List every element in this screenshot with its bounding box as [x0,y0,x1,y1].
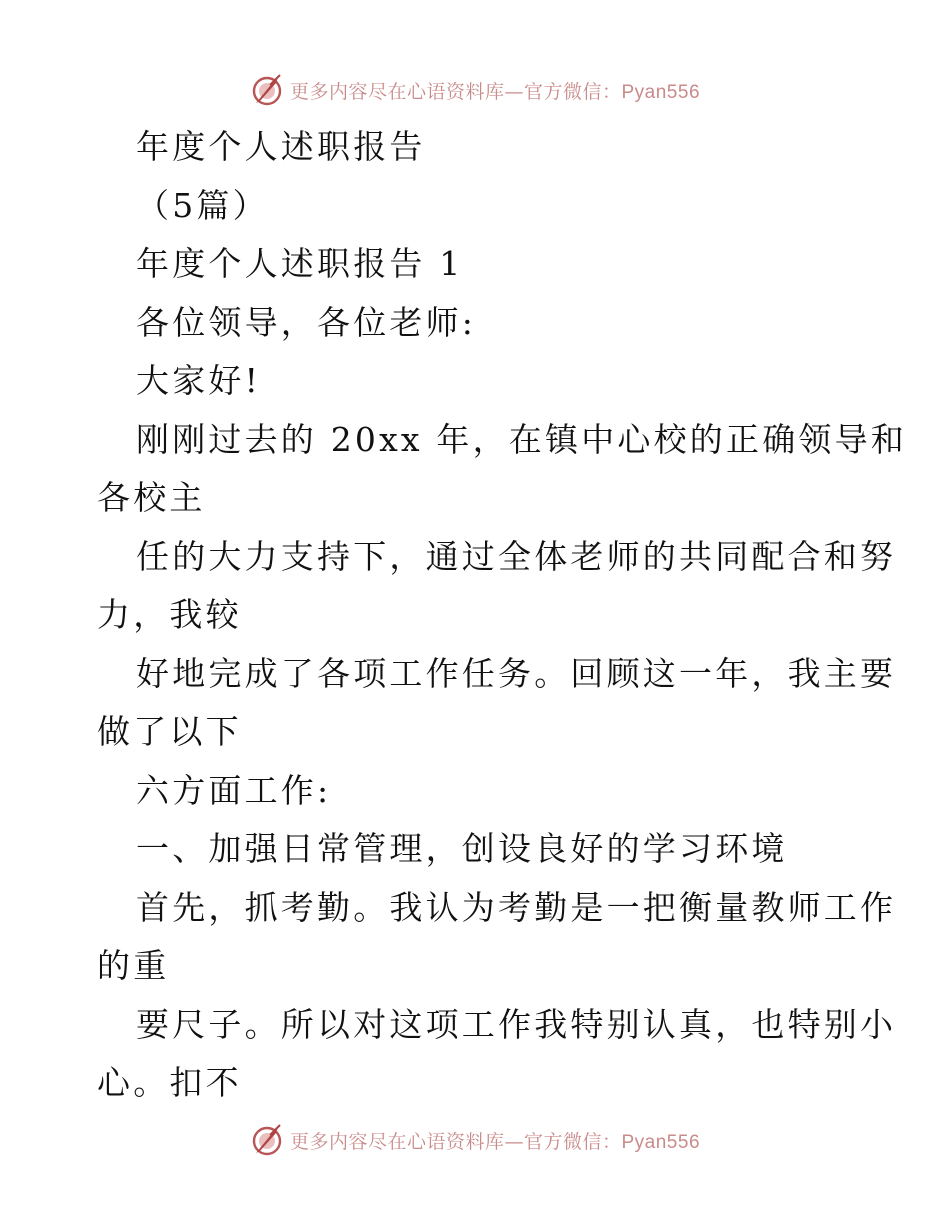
watermark-wechat-label: 官方微信： [523,80,622,103]
text-line: （5篇） [136,185,269,225]
watermark-text [290,1127,700,1154]
text-line: 刚刚过去的 20xx 年，在镇中心校的正确领导和 [136,419,907,459]
text-line: 大家好! [136,361,262,400]
text-line: 做了以下 [97,712,242,751]
text-line: 各校主 [97,478,206,517]
watermark-group [250,73,700,107]
watermark-wechat-label: 官方微信： [523,1130,622,1153]
watermark-separator: — [504,80,524,103]
text-line: 好地完成了各项工作任务。回顾这一年，我主要 [136,653,897,693]
text-line: 六方面工作: [136,770,332,810]
text-line: 要尺子。所以对这项工作我特别认真，也特别小 [136,1004,897,1044]
watermark-site-name: 更多内容尽在心语资料库 [289,80,505,103]
watermark-separator: — [504,1130,524,1153]
text-line: 一、加强日常管理，创设良好的学习环境 [136,829,788,868]
header-watermark [0,70,950,110]
quill-pen-logo-icon [250,1123,284,1157]
watermark-wechat-id: Pyan556 [621,1131,701,1153]
watermark-site-name: 更多内容尽在心语资料库 [289,1130,505,1153]
text-line: 的重 [97,946,170,985]
footer-watermark [0,1120,950,1160]
watermark-group [250,1123,700,1157]
quill-pen-logo-icon [250,73,284,107]
text-line: 心。扣不 [97,1063,242,1102]
text-line: 各位领导，各位老师: [136,302,477,342]
text-line: 任的大力支持下，通过全体老师的共同配合和努 [136,536,897,576]
text-line: 首先，抓考勤。我认为考勤是一把衡量教师工作 [136,887,897,927]
document-body [97,118,907,1113]
text-line: 力，我较 [97,595,242,634]
text-line: 年度个人述职报告 [136,127,426,166]
text-line: 年度个人述职报告 1 [136,244,464,283]
watermark-wechat-id: Pyan556 [621,81,701,103]
watermark-text [290,77,700,104]
